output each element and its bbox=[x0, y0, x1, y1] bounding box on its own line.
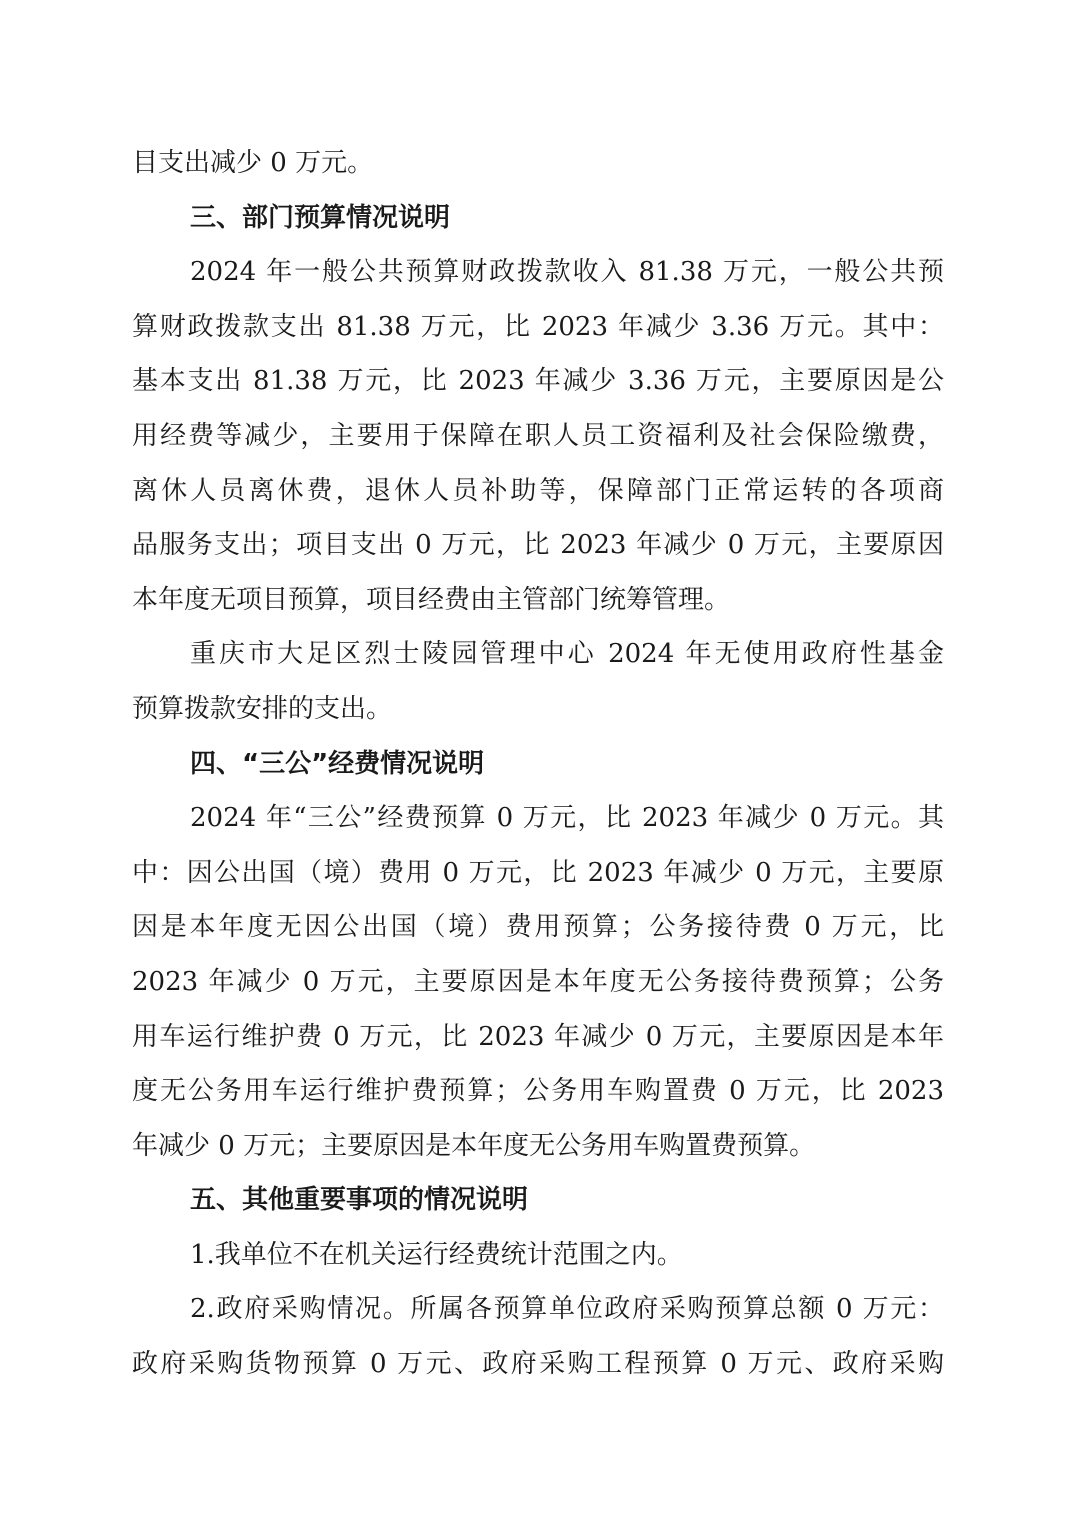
paragraph-line: 年减少 0 万元；主要原因是本年度无公务用车购置费预算。 bbox=[132, 1130, 816, 1161]
list-item: 2.政府采购情况。所属各预算单位政府采购预算总额 0 万元： bbox=[190, 1294, 944, 1325]
paragraph-line: 算财政拨款支出 81.38 万元，比 2023 年减少 3.36 万元。其中： bbox=[132, 311, 944, 342]
paragraph-line: 品服务支出；项目支出 0 万元，比 2023 年减少 0 万元，主要原因 bbox=[132, 530, 944, 561]
paragraph-line: 基本支出 81.38 万元，比 2023 年减少 3.36 万元，主要原因是公 bbox=[132, 366, 944, 397]
paragraph-line: 度无公务用车运行维护费预算；公务用车购置费 0 万元，比 2023 bbox=[132, 1076, 944, 1107]
paragraph-line: 用经费等减少，主要用于保障在职人员工资福利及社会保险缴费， bbox=[132, 420, 944, 451]
paragraph-line: 因是本年度无因公出国（境）费用预算；公务接待费 0 万元，比 bbox=[132, 912, 944, 943]
paragraph-line: 预算拨款安排的支出。 bbox=[132, 693, 393, 724]
paragraph-line: 2024 年“三公”经费预算 0 万元，比 2023 年减少 0 万元。其 bbox=[190, 803, 944, 834]
section-heading-5: 五、其他重要事项的情况说明 bbox=[190, 1185, 529, 1216]
paragraph-line: 2023 年减少 0 万元，主要原因是本年度无公务接待费预算；公务 bbox=[132, 966, 944, 997]
section-heading-3: 三、部门预算情况说明 bbox=[190, 202, 451, 233]
paragraph-line: 用车运行维护费 0 万元，比 2023 年减少 0 万元，主要原因是本年 bbox=[132, 1021, 944, 1052]
section-heading-4: 四、“三公”经费情况说明 bbox=[190, 748, 485, 779]
paragraph-line: 本年度无项目预算，项目经费由主管部门统筹管理。 bbox=[132, 584, 731, 615]
paragraph-line: 重庆市大足区烈士陵园管理中心 2024 年无使用政府性基金 bbox=[190, 639, 944, 670]
paragraph-line: 2024 年一般公共预算财政拨款收入 81.38 万元，一般公共预 bbox=[190, 257, 944, 288]
document-body bbox=[132, 136, 944, 1392]
list-item: 1.我单位不在机关运行经费统计范围之内。 bbox=[190, 1239, 683, 1270]
paragraph-line: 离休人员离休费，退休人员补助等，保障部门正常运转的各项商 bbox=[132, 475, 944, 506]
paragraph-line: 中：因公出国（境）费用 0 万元，比 2023 年减少 0 万元，主要原 bbox=[132, 857, 944, 888]
paragraph-line: 目支出减少 0 万元。 bbox=[132, 148, 374, 178]
paragraph-line: 政府采购货物预算 0 万元、政府采购工程预算 0 万元、政府采购 bbox=[132, 1349, 944, 1380]
